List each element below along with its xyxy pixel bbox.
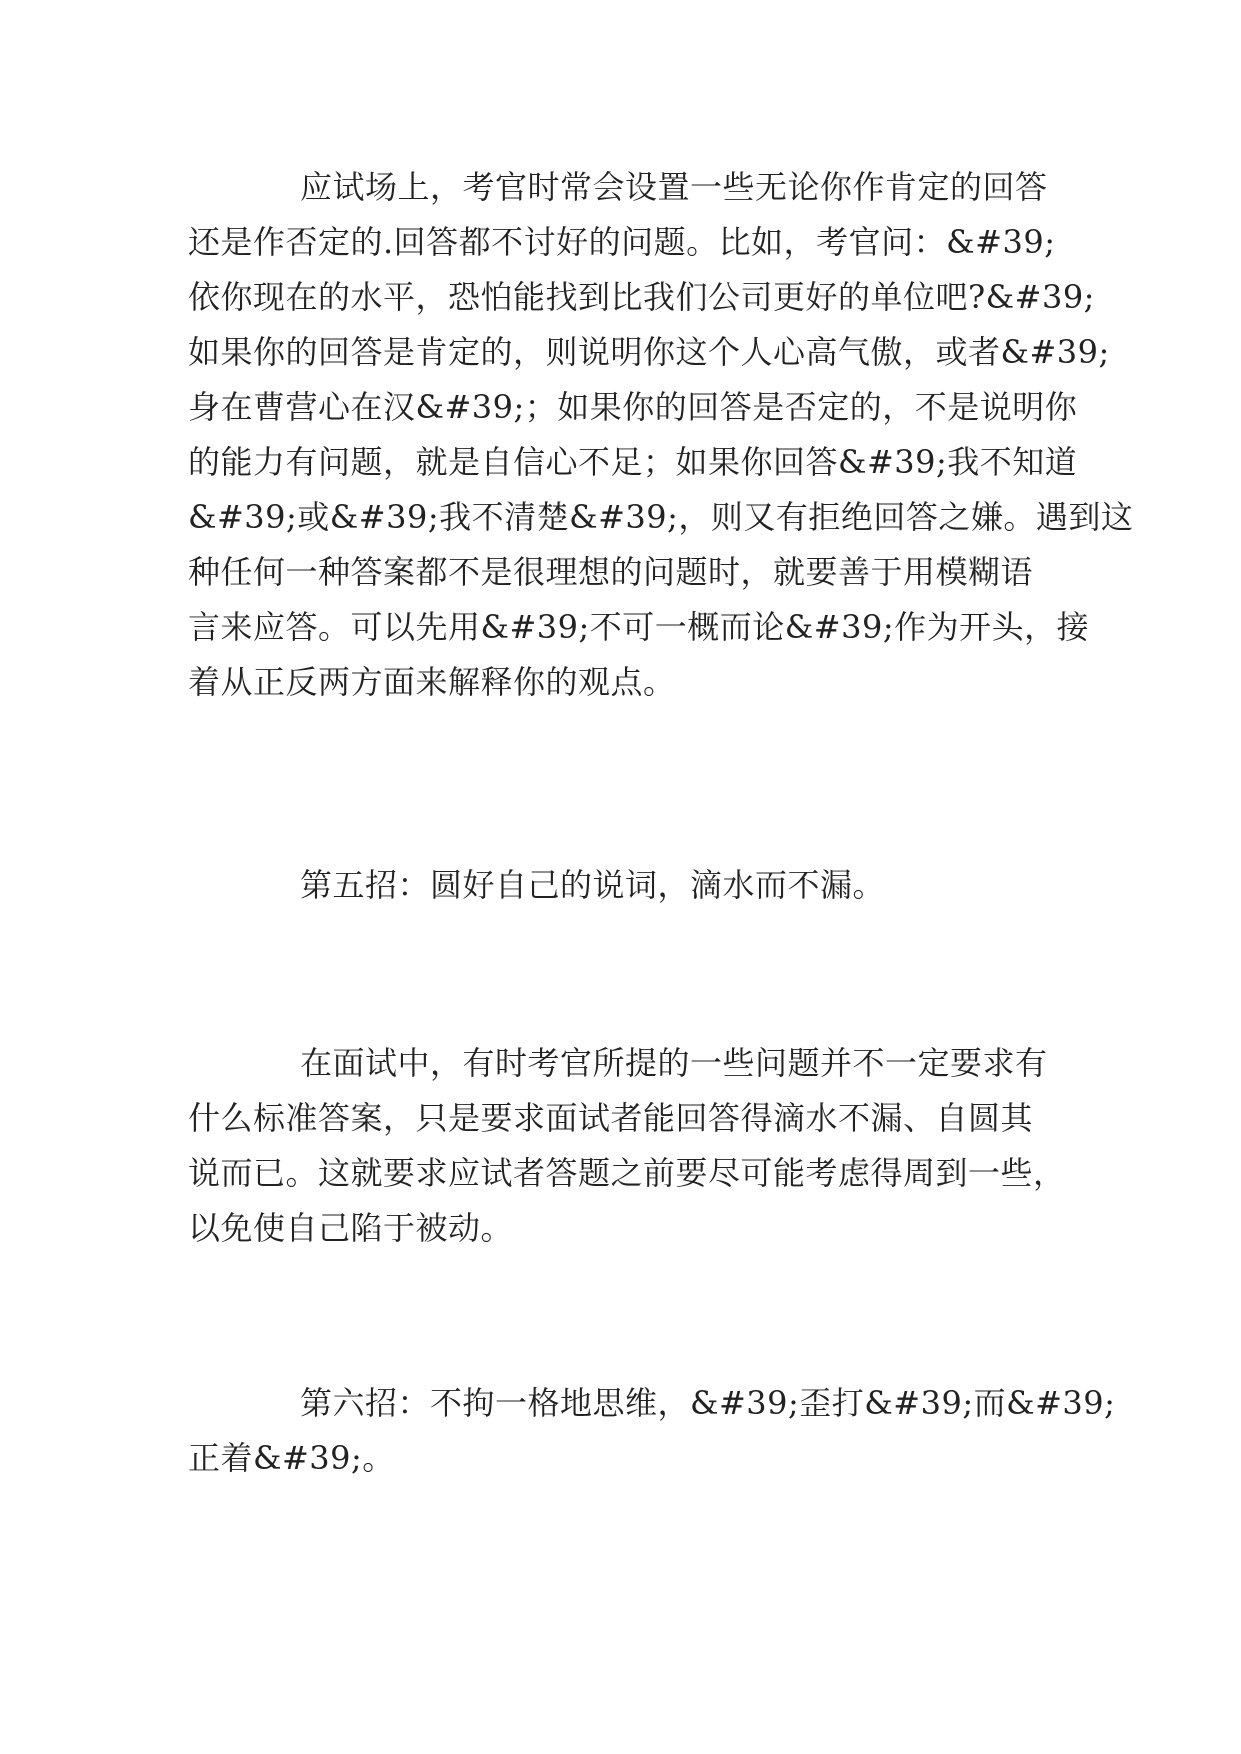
text-line: 应试场上，考官时常会设置一些无论你作肯定的回答 xyxy=(300,168,1048,206)
heading-line: 第六招：不拘一格地思维，&#39;歪打&#39;而&#39; xyxy=(300,1384,1116,1422)
text-line: 种任何一种答案都不是很理想的问题时，就要善于用模糊语 xyxy=(188,553,1034,591)
text-line: 以免使自己陷于被动。 xyxy=(188,1209,514,1247)
heading-line: 正着&#39;。 xyxy=(188,1439,395,1477)
heading-line: 第五招：圆好自己的说词，滴水而不漏。 xyxy=(300,866,886,904)
text-line: 说而已。这就要求应试者答题之前要尽可能考虑得周到一些， xyxy=(188,1154,1066,1192)
section-heading-tip-5 xyxy=(188,858,1058,913)
paragraph-answering-ambiguous-questions xyxy=(188,160,1134,710)
section-heading-tip-6 xyxy=(188,1376,1116,1486)
text-line: &#39;或&#39;我不清楚&#39;，则又有拒绝回答之嫌。遇到这 xyxy=(188,498,1134,536)
text-line: 言来应答。可以先用&#39;不可一概而论&#39;作为开头，接 xyxy=(188,608,1090,646)
paragraph-self-consistent-answers xyxy=(188,1036,1066,1256)
text-line: 什么标准答案，只是要求面试者能回答得滴水不漏、自圆其 xyxy=(188,1099,1034,1137)
text-line: 如果你的回答是肯定的，则说明你这个人心高气傲，或者&#39; xyxy=(188,333,1110,371)
text-line: 身在曹营心在汉&#39;；如果你的回答是否定的，不是说明你 xyxy=(188,388,1078,426)
text-line: 依你现在的水平，恐怕能找到比我们公司更好的单位吧?&#39; xyxy=(188,278,1095,316)
text-line: 在面试中，有时考官所提的一些问题并不一定要求有 xyxy=(300,1044,1048,1082)
text-line: 还是作否定的.回答都不讨好的问题。比如，考官问：&#39; xyxy=(188,223,1056,261)
text-line: 着从正反两方面来解释你的观点。 xyxy=(188,663,676,701)
text-line: 的能力有问题，就是自信心不足；如果你回答&#39;我不知道 xyxy=(188,443,1078,481)
